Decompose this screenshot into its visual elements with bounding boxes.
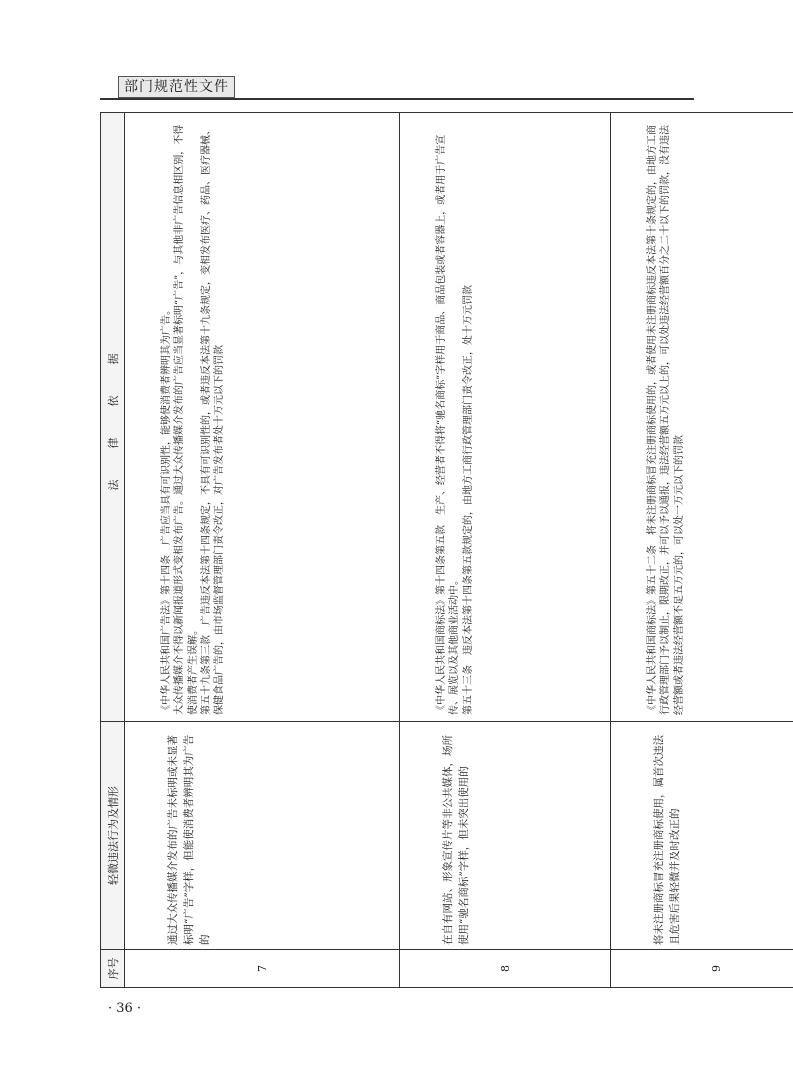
row-legal-basis — [400, 113, 611, 722]
section-header-label: 部门规范性文件 — [118, 76, 235, 98]
basis-paragraph: 第五十九条第三款 广告违反本法第十四条规定，不具有可识别性的，或者违反本法第十九条规定，变相发布医疗、药品、医疗器械、保健食品广告的，由市场监督管理部门责令改正，对广告发布者处十万元以下的罚款 — [200, 125, 226, 715]
basis-paragraph: 《中华人民共和国广告法》第十四条 广告应当具有可识别性，能够使消费者辨明其为广告。 — [161, 305, 172, 715]
row-behavior: 在自有网站、形象宣传片等非公共媒体，场所使用“驰名商标”字样，但未突出使用的 — [400, 722, 611, 950]
basis-paragraph: 《中华人民共和国商标法》第十四条第五款 生产、经营者不得将“驰名商标”字样用于商品、商品包装或者容器上，或者用于广告宣传、展览以及其他商业活动中。 — [436, 134, 461, 715]
table-row — [125, 113, 400, 988]
row-behavior: 将未注册商标冒充注册商标使用，属首次违法且危害后果轻微并及时改正的 — [611, 722, 793, 950]
regulation-table — [100, 113, 723, 988]
row-number: 9 — [611, 950, 793, 988]
table-row — [400, 113, 611, 988]
page-number: · 36 · — [108, 1001, 142, 1016]
row-behavior: 通过大众传播媒介发布的广告未标明或未显著标明“广告”字样，但能使消费者辨明其为广告的 — [125, 722, 400, 950]
basis-paragraph: 《中华人民共和国商标法》第五十二条 将未注册商标冒充注册商标使用的，或者使用未注册商标违反本法第十条规定的，由地方工商行政管理部门予以制止，限期改正，并可以予以通报，违法经营额五万元以上的，可以处违法经营额百分之二十以下的罚款，没有违法经营额或者违法经营额不足五万元的，可以处一万元以下的罚款 — [647, 125, 685, 715]
basis-paragraph: 大众传播媒介不得以新闻报道形式变相发布广告。通过大众传播媒介发布的广告应当显著标明“广告”，与其他非广告信息相区别，不得使消费者产生误解。 — [174, 124, 199, 715]
row-legal-basis — [125, 113, 400, 722]
row-legal-basis — [611, 113, 793, 722]
table-header-row — [101, 113, 125, 988]
column-header-behavior: 轻微违法行为及情形 — [101, 722, 125, 950]
column-header-number: 序号 — [101, 950, 125, 988]
table-row — [611, 113, 793, 988]
row-number: 7 — [125, 950, 400, 988]
header-rule — [100, 98, 694, 100]
row-number: 8 — [400, 950, 611, 988]
basis-paragraph: 第五十三条 违反本法第十四条第五款规定的，由地方工商行政管理部门责令改正，处十万元罚款 — [462, 285, 474, 715]
column-header-legal-basis: 法 律 依 据 — [101, 113, 125, 722]
